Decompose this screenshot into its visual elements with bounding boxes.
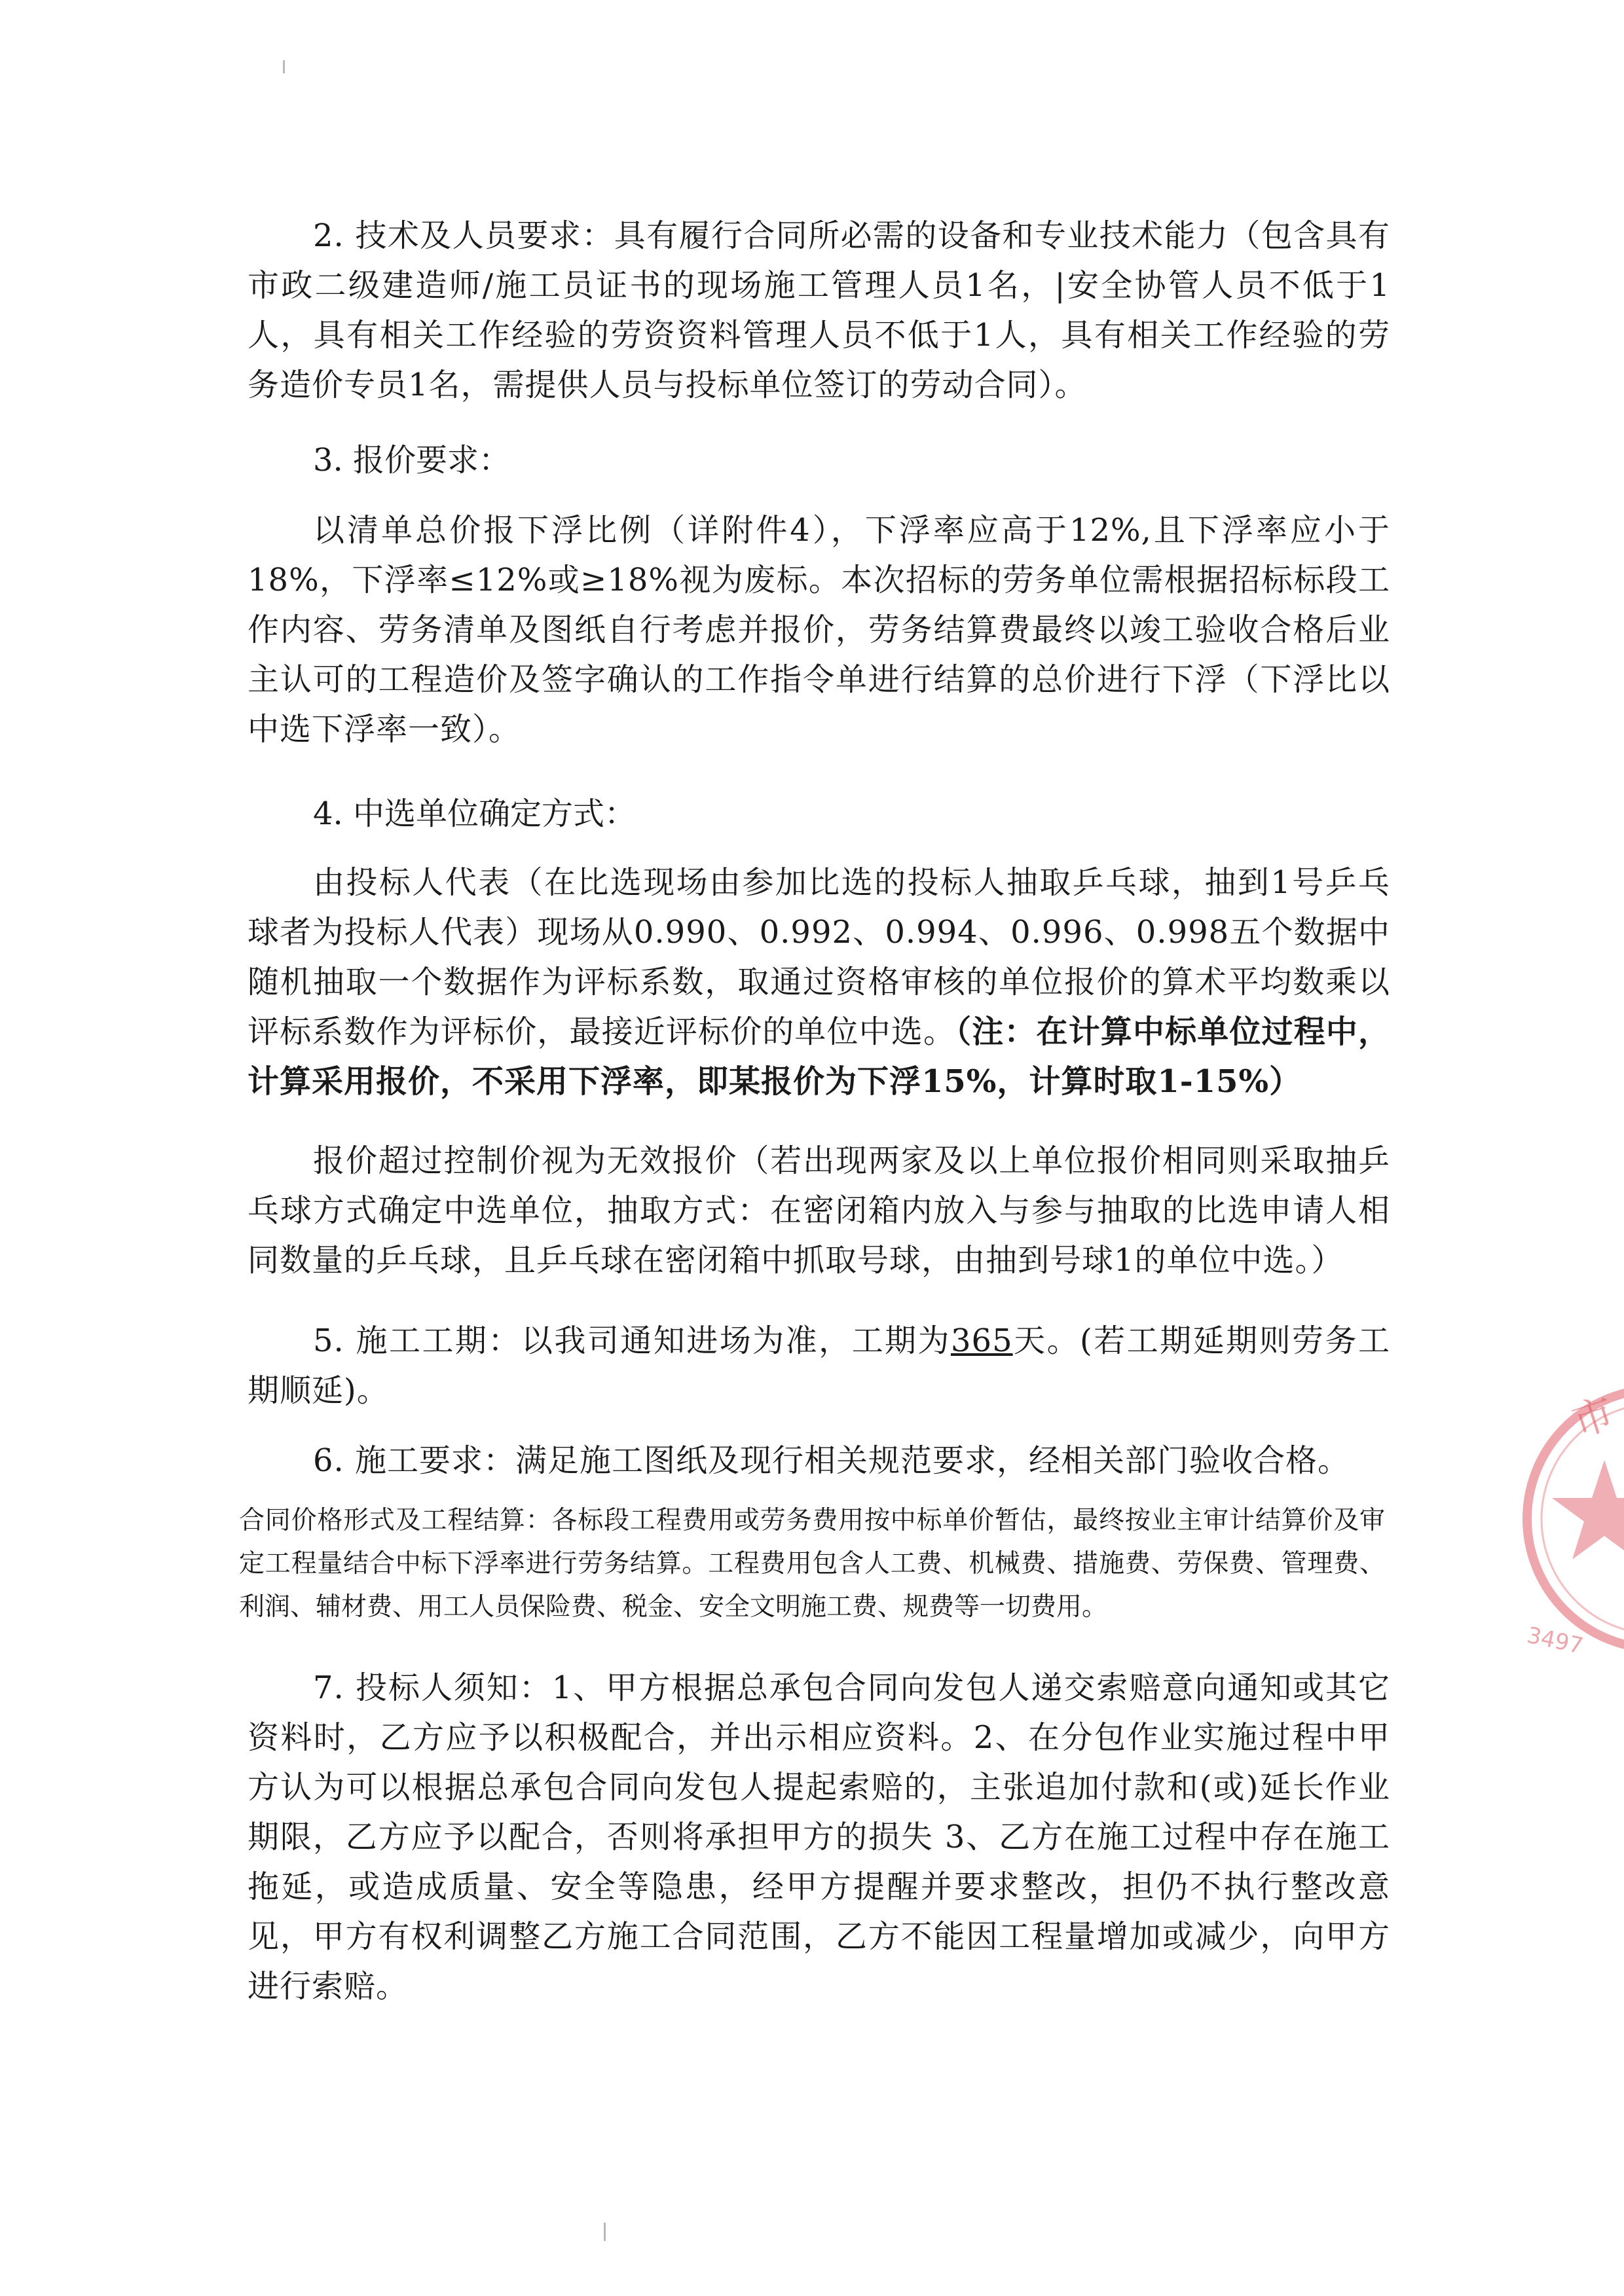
item-7-bidder-notice: 7. 投标人须知：1、甲方根据总承包合同向发包人递交索赔意向通知或其它资料时，乙方应予以积极配合，并出示相应资料。2、在分包作业实施过程中甲方认为可以根据总承包合同向发包人提起索赔的，主张追加付款和(或)延长作业期限，乙方应予以配合，否则将承担甲方的损失 3、乙方在施工过程中存在施工拖延，或造成质量、安全等隐患，经甲方提醒并要求整改，担仍不执行整改意见，甲方有权利调整乙方施工合同范围，乙方不能因工程量增加或减少，向甲方进行索赔。: [248, 1669, 1390, 2005]
contract-price-settlement: 合同价格形式及工程结算：各标段工程费用或劳务费用按中标单价暂估，最终按业主审计结算价及审定工程量结合中标下浮率进行劳务结算。工程费用包含人工费、机械费、措施费、劳保费、管理费、利润、辅材费、用工人员保险费、税金、安全文明施工费、规费等一切费用。: [239, 1506, 1385, 1622]
item-4-heading: 4. 中选单位确定方式：: [313, 795, 637, 832]
item-5-prefix: 5. 施工工期：以我司通知进场为准，工期为: [313, 1322, 951, 1359]
scan-mark: [604, 2223, 606, 2241]
item-6-construction-requirements: 6. 施工要求：满足施工图纸及现行相关规范要求，经相关部门验收合格。: [313, 1442, 1350, 1479]
seal-number: 3497: [1524, 1622, 1586, 1660]
item-4-selection-method: [248, 858, 1390, 1106]
company-seal: [1506, 1368, 1624, 1669]
item-5-days: 365: [951, 1322, 1013, 1359]
item-4-invalid-quote-rule: 报价超过控制价视为无效报价（若出现两家及以上单位报价相同则采取抽乒乓球方式确定中选单位，抽取方式：在密闭箱内放入与参与抽取的比选申请人相同数量的乒乓球，且乒乓球在密闭箱中抓取号球，由抽到号球1的单位中选。）: [248, 1142, 1390, 1279]
item-5-construction-period: [248, 1316, 1390, 1415]
item-4-note: （注：在计算中标单位过程中，计算采用报价，不采用下浮率，即某报价为下浮15%，计算时取1-15%）: [248, 1013, 1390, 1100]
scan-mark: [283, 60, 285, 73]
seal-text: 市: [1566, 1388, 1620, 1447]
item-3-quotation-requirements: 以清单总价报下浮比例（详附件4），下浮率应高于12%,且下浮率应小于18%，下浮率≤12%或≥18%视为废标。本次招标的劳务单位需根据招标标段工作内容、劳务清单及图纸自行考虑并报价，劳务结算费最终以竣工验收合格后业主认可的工程造价及签字确认的工作指令单进行结算的总价进行下浮（下浮比以中选下浮率一致）。: [248, 512, 1390, 748]
item-3-heading: 3. 报价要求：: [313, 442, 511, 479]
item-2-personnel-requirements: 2. 技术及人员要求：具有履行合同所必需的设备和专业技术能力（包含具有市政二级建造师/施工员证书的现场施工管理人员1名，|安全协管人员不低于1人，具有相关工作经验的劳资资料管理人员不低于1人，具有相关工作经验的劳务造价专员1名，需提供人员与投标单位签订的劳动合同）。: [248, 217, 1390, 403]
item-5-suffix: 天。(若工期延期则劳务工期顺延)。: [248, 1322, 1390, 1409]
item-4-method-text: 由投标人代表（在比选现场由参加比选的投标人抽取乒乓球，抽到1号乒乓球者为投标人代表）现场从0.990、0.992、0.994、0.996、0.998五个数据中随机抽取一个数据作为评标系数，取通过资格审核的单位报价的算术平均数乘以评标系数作为评标价，最接近评标价的单位中选。: [248, 864, 1390, 1050]
